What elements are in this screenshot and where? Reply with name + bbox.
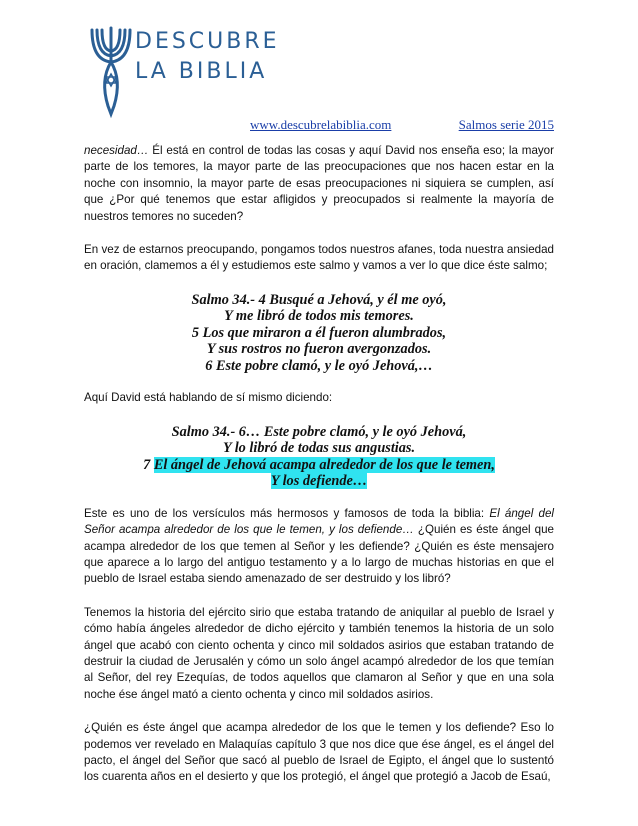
series-title: Salmos serie 2015: [458, 117, 554, 132]
verse-line: [84, 457, 554, 474]
document-body: [84, 143, 554, 803]
paragraph-6: ¿Quién es éste ángel que acampa alrededor de los que le temen y los defiende? Eso lo podemos ver revelado en Malaquías capítulo 3 que nos dice que ése ángel, es el ángel del pacto, el ángel del Señor que sacó al pueblo de Israel de Egipto, el ángel que lo sustentó los cuarenta años en el desierto y que los protegió, el ángel que protegió a Jacob de Esaú,: [84, 721, 554, 784]
verse-line: [84, 473, 554, 490]
paragraph-1: [84, 143, 554, 225]
paragraph-1-lead: necesidad…: [84, 144, 149, 157]
verse-line: Y sus rostros no fueron avergonzados.: [206, 341, 432, 358]
paragraph-4-quote: El ángel del Señor acampa alrededor de los que le temen, y los defiende…: [84, 506, 555, 537]
verse-line: Salmo 34.- 4 Busqué a Jehová, y él me oyó,: [191, 291, 447, 308]
paragraph-4-end: ¿Quién es éste ángel que acampa alrededor de los que temen al Señor y les defiende? ¿Quién es éste mensajero que aparece a lo largo del antiguo testamento y a lo largo de muchas historias en que el pueblo de Israel estaba siendo amenazado de ser destruido y los libró?: [84, 523, 554, 586]
paragraph-4-start: Este es uno de los versículos más hermosos y famosos de toda la biblia:: [84, 506, 490, 520]
verse-line: Salmo 34.- 6… Este pobre clamó, y le oyó Jehová,: [171, 423, 467, 440]
verse-number: 7: [143, 456, 154, 473]
verse-line: Y me libró de todos mis temores.: [224, 308, 414, 325]
paragraph-4: [84, 506, 554, 588]
verse-block-1: [84, 292, 554, 375]
paragraph-3: Aquí David está hablando de sí mismo diciendo:: [84, 391, 333, 405]
verse-line: 5 Los que miraron a él fueron alumbrados,: [191, 324, 447, 341]
highlighted-verse-text: El ángel de Jehová acampa alrededor de los que le temen,: [153, 456, 495, 473]
paragraph-2: En vez de estarnos preocupando, pongamos todos nuestros afanes, toda nuestra ansiedad en oración, clamemos a él y estudiemos este salmo y vamos a ver lo que dice éste salmo;: [84, 243, 554, 273]
logo-title-line2: LA BIBLIA: [135, 59, 268, 84]
verse-line: Y lo libró de todas sus angustias.: [222, 440, 416, 457]
website-link[interactable]: www.descubrelabiblia.com: [250, 117, 392, 132]
verse-line: 6 Este pobre clamó, y le oyó Jehová,…: [205, 357, 433, 374]
verse-block-2: [84, 424, 554, 490]
logo-title-line1: DESCUBRE: [135, 29, 280, 54]
paragraph-1-text: Él está en control de todas las cosas y aquí David nos enseña eso; la mayor parte de los temores, la mayor parte de las preocupaciones que nos hacen estar en la noche con insomnio, la mayor parte de esas preocupaciones ni siquiera se cumplen, así que ¿Por qué tenemos que estar afligidos y preocupados si realmente la mayoría de nuestros temores no suceden?: [84, 144, 554, 223]
paragraph-5: Tenemos la historia del ejército sirio que estaba tratando de aniquilar al pueblo de Israel y cómo había ángeles alrededor de dicho ejército y también tenemos la historia de un solo ángel que acabó con ciento ochenta y cinco mil soldados asirios que estaban tratando de destruir la ciudad de Jerusalén y cómo un solo ángel acampó alrededor de los que temían al Señor, del rey Ezequías, de todos aquellos que clamaron al Señor y que en una sola noche ése ángel mató a ciento ochenta y cinco mil soldados asirios.: [84, 605, 554, 701]
page-header: [84, 117, 554, 133]
highlighted-verse-text: Y los defiende…: [270, 473, 368, 490]
